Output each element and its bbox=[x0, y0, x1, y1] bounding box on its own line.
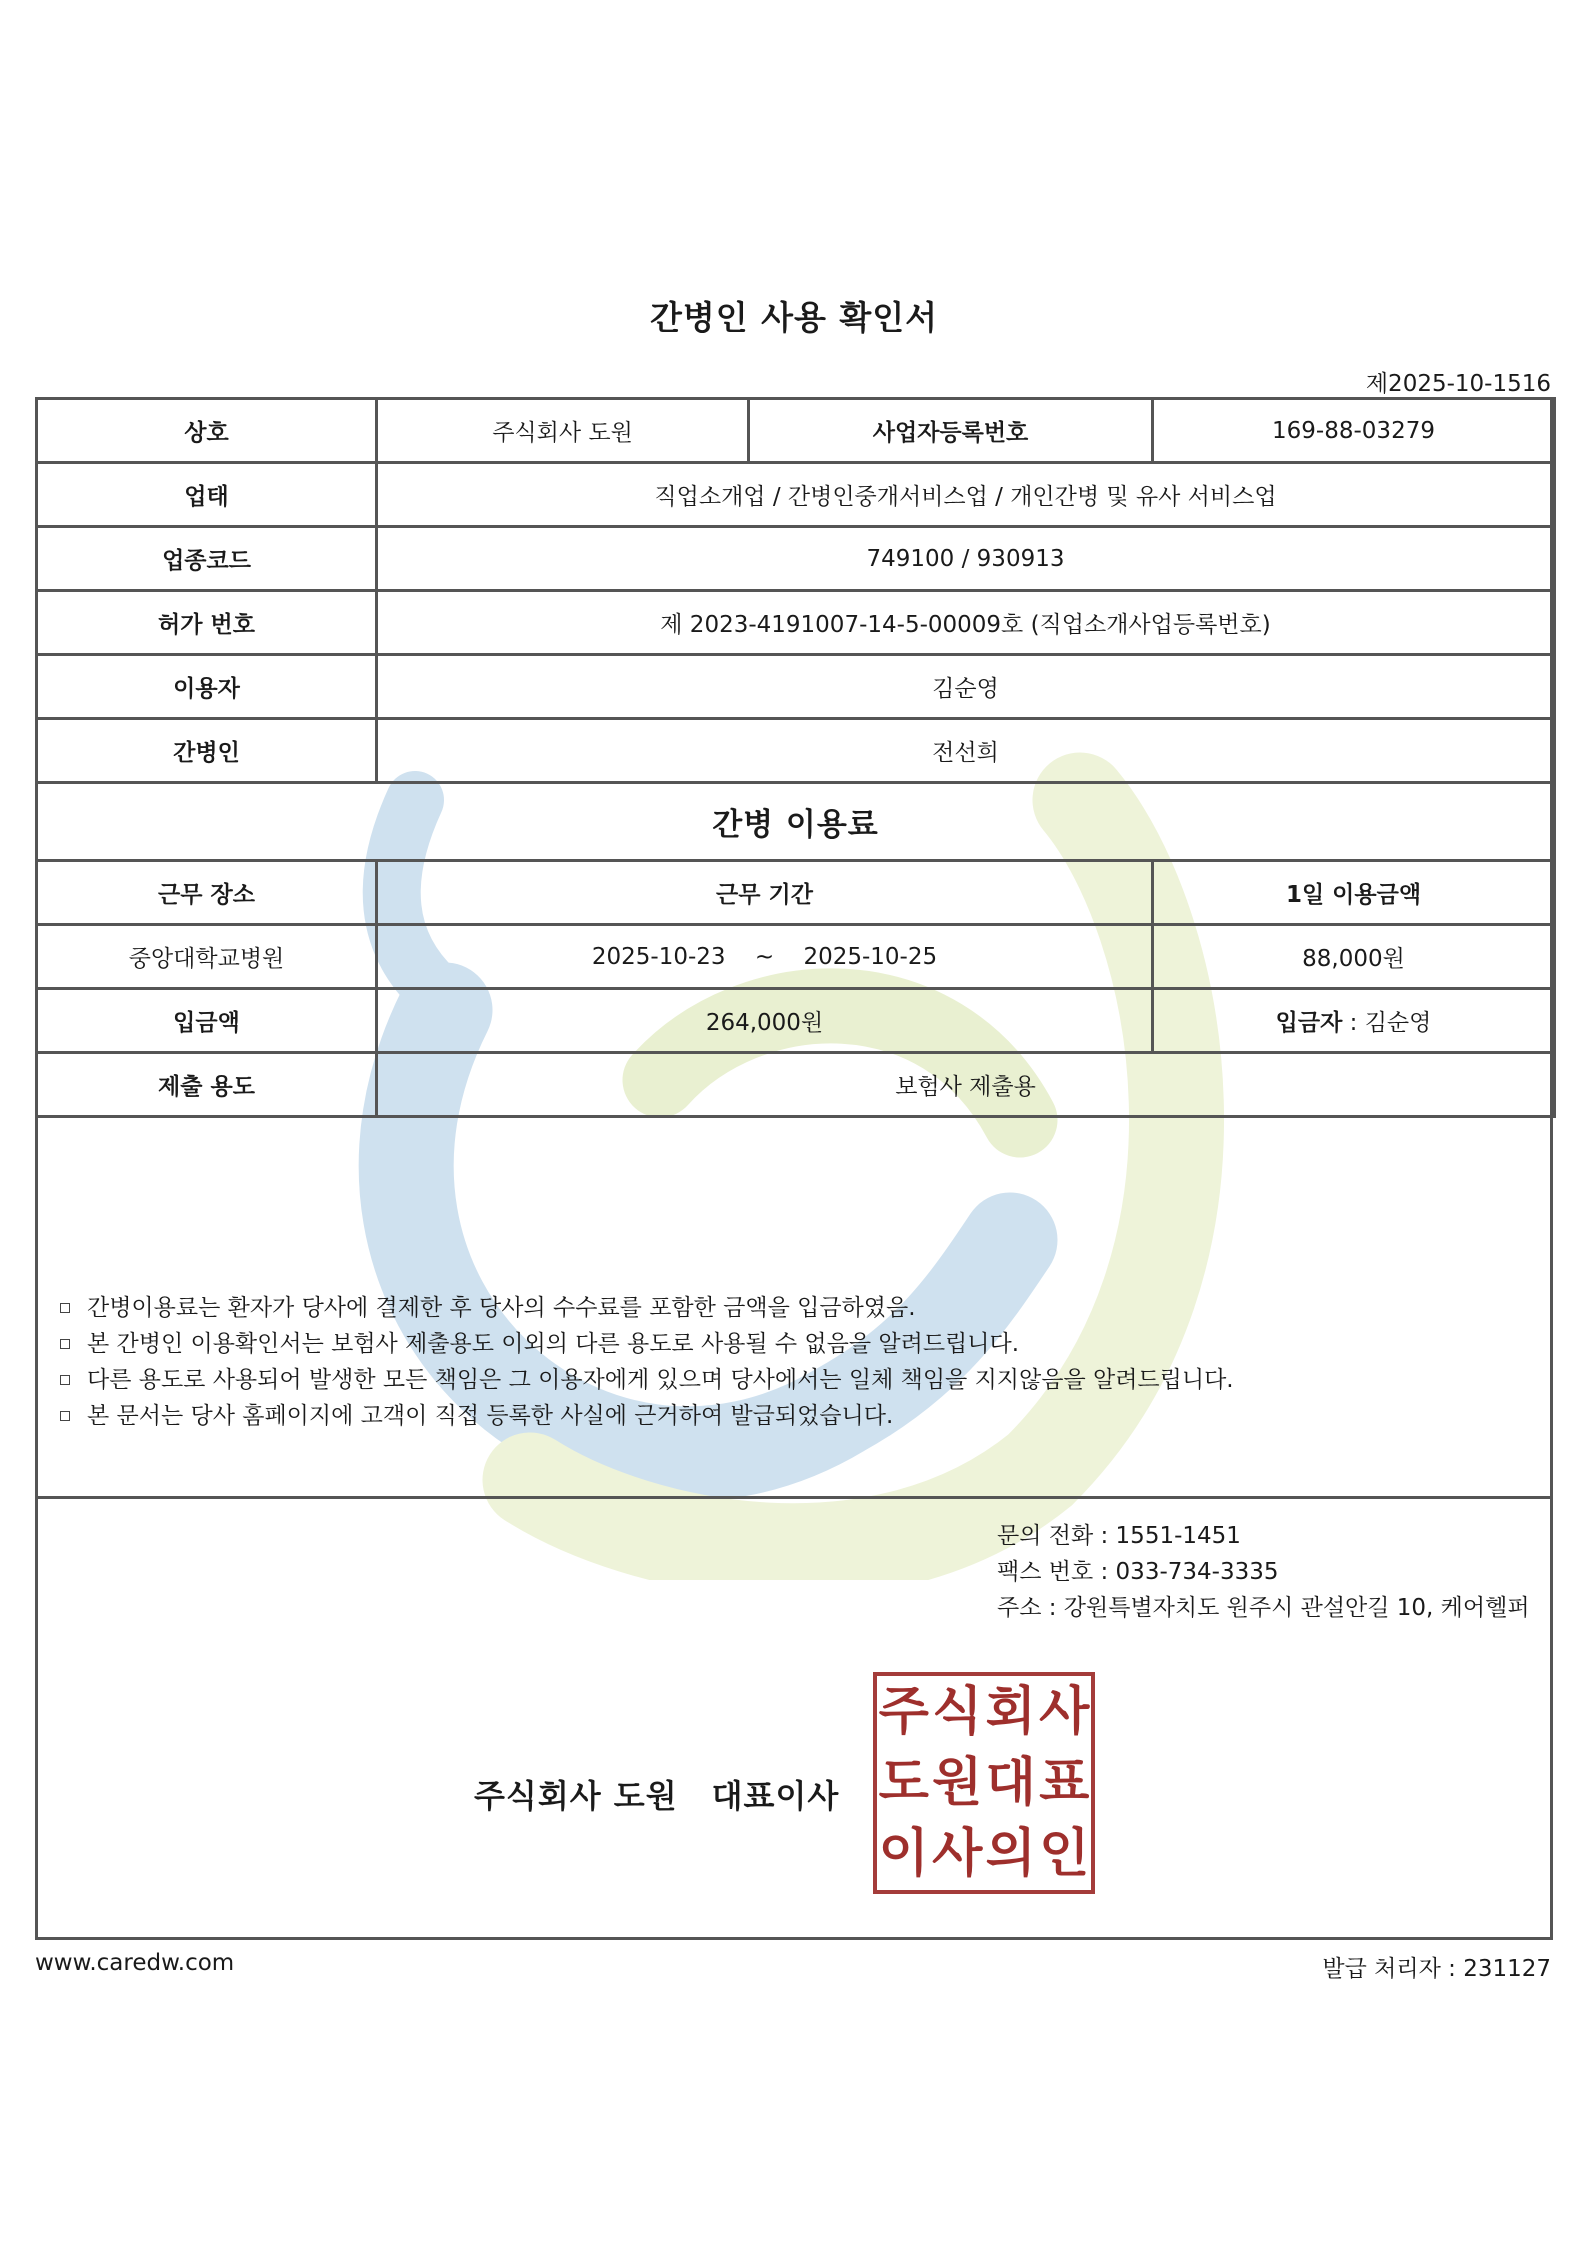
contact-info bbox=[997, 1518, 1530, 1626]
permit-value: 제 2023-4191007-14-5-00009호 (직업소개사업등록번호) bbox=[377, 591, 1555, 655]
seal-char: 회 bbox=[985, 1681, 1036, 1742]
code-label: 업종코드 bbox=[37, 527, 377, 591]
period-end: 2025-10-25 bbox=[803, 943, 938, 970]
issuer-id: 발급 처리자 : 231127 bbox=[1322, 1956, 1551, 1982]
period-separator: ~ bbox=[754, 943, 775, 970]
row-company bbox=[37, 399, 1555, 463]
seal-char: 도 bbox=[878, 1752, 929, 1813]
note-text: 본 간병인 이용확인서는 보험사 제출용도 이외의 다른 용도로 사용될 수 없음을 알려드립니다. bbox=[87, 1331, 1020, 1357]
payer bbox=[1153, 989, 1555, 1053]
period-start: 2025-10-23 bbox=[591, 943, 726, 970]
row-caregiver bbox=[37, 719, 1555, 783]
place-label: 근무 장소 bbox=[37, 861, 377, 925]
row-permit bbox=[37, 591, 1555, 655]
row-purpose bbox=[37, 1053, 1555, 1117]
seal-char: 주 bbox=[878, 1681, 929, 1742]
note-text: 간병이용료는 환자가 당사에 결제한 후 당사의 수수료를 포함한 금액을 입금하였음. bbox=[87, 1295, 916, 1321]
company-label: 상호 bbox=[37, 399, 377, 463]
seal-char: 원 bbox=[932, 1752, 983, 1813]
seal-char: 이 bbox=[878, 1824, 929, 1885]
paid-label: 입금액 bbox=[37, 989, 377, 1053]
note-text: 본 문서는 당사 홈페이지에 고객이 직접 등록한 사실에 근거하여 발급되었습니다. bbox=[87, 1403, 894, 1429]
square-bullet-icon bbox=[60, 1303, 70, 1313]
payer-value: 김순영 bbox=[1364, 1010, 1432, 1036]
company-value: 주식회사 도원 bbox=[377, 399, 749, 463]
contact-address: 주소 : 강원특별자치도 원주시 관설안길 10, 케어헬퍼 bbox=[997, 1595, 1530, 1621]
square-bullet-icon bbox=[60, 1411, 70, 1421]
payer-label: 입금자 bbox=[1275, 1010, 1343, 1036]
period-value bbox=[377, 925, 1153, 989]
note-item bbox=[60, 1326, 1234, 1362]
row-fee-header bbox=[37, 861, 1555, 925]
signature-company: 주식회사 도원 bbox=[474, 1777, 678, 1815]
square-bullet-icon bbox=[60, 1339, 70, 1349]
notes-list bbox=[60, 1290, 1234, 1434]
permit-label: 허가 번호 bbox=[37, 591, 377, 655]
signature-line bbox=[474, 1771, 839, 1817]
seal-char: 대 bbox=[985, 1752, 1036, 1813]
daily-value: 88,000원 bbox=[1153, 925, 1555, 989]
caregiver-value: 전선희 bbox=[377, 719, 1555, 783]
bizno-label: 사업자등록번호 bbox=[749, 399, 1153, 463]
payer-colon: : bbox=[1342, 1010, 1365, 1036]
daily-label: 1일 이용금액 bbox=[1153, 861, 1555, 925]
paid-value: 264,000원 bbox=[377, 989, 1153, 1053]
seal-char: 의 bbox=[985, 1824, 1036, 1885]
purpose-value: 보험사 제출용 bbox=[377, 1053, 1555, 1117]
note-item bbox=[60, 1398, 1234, 1434]
document-number: 제2025-10-1516 bbox=[1365, 371, 1551, 397]
note-item bbox=[60, 1290, 1234, 1326]
contact-phone: 문의 전화 : 1551-1451 bbox=[997, 1523, 1241, 1549]
row-user bbox=[37, 655, 1555, 719]
row-business-type bbox=[37, 463, 1555, 527]
row-fee-values bbox=[37, 925, 1555, 989]
note-item bbox=[60, 1362, 1234, 1398]
caregiver-label: 간병인 bbox=[37, 719, 377, 783]
seal-char: 사 bbox=[1039, 1681, 1090, 1742]
seal-char: 표 bbox=[1039, 1752, 1090, 1813]
row-paid bbox=[37, 989, 1555, 1053]
type-label: 업태 bbox=[37, 463, 377, 527]
period-label: 근무 기간 bbox=[377, 861, 1153, 925]
row-fee-title bbox=[37, 783, 1555, 861]
place-value: 중앙대학교병원 bbox=[37, 925, 377, 989]
company-seal-stamp bbox=[873, 1672, 1095, 1894]
seal-char: 인 bbox=[1039, 1824, 1090, 1885]
info-table bbox=[35, 397, 1556, 1118]
purpose-label: 제출 용도 bbox=[37, 1053, 377, 1117]
contact-fax: 팩스 번호 : 033-734-3335 bbox=[997, 1559, 1279, 1585]
square-bullet-icon bbox=[60, 1375, 70, 1385]
type-value: 직업소개업 / 간병인중개서비스업 / 개인간병 및 유사 서비스업 bbox=[377, 463, 1555, 527]
section-divider bbox=[35, 1496, 1553, 1499]
document-title: 간병인 사용 확인서 bbox=[649, 298, 938, 337]
note-text: 다른 용도로 사용되어 발생한 모든 책임은 그 이용자에게 있으며 당사에서는 일체 책임을 지지않음을 알려드립니다. bbox=[87, 1367, 1234, 1393]
seal-char: 사 bbox=[932, 1824, 983, 1885]
seal-char: 식 bbox=[932, 1681, 983, 1742]
fee-section-title: 간병 이용료 bbox=[37, 783, 1555, 861]
user-label: 이용자 bbox=[37, 655, 377, 719]
website-link[interactable]: www.caredw.com bbox=[35, 1950, 235, 1976]
signature-role: 대표이사 bbox=[711, 1777, 840, 1815]
bizno-value: 169-88-03279 bbox=[1153, 399, 1555, 463]
code-value: 749100 / 930913 bbox=[377, 527, 1555, 591]
user-value: 김순영 bbox=[377, 655, 1555, 719]
row-industry-code bbox=[37, 527, 1555, 591]
